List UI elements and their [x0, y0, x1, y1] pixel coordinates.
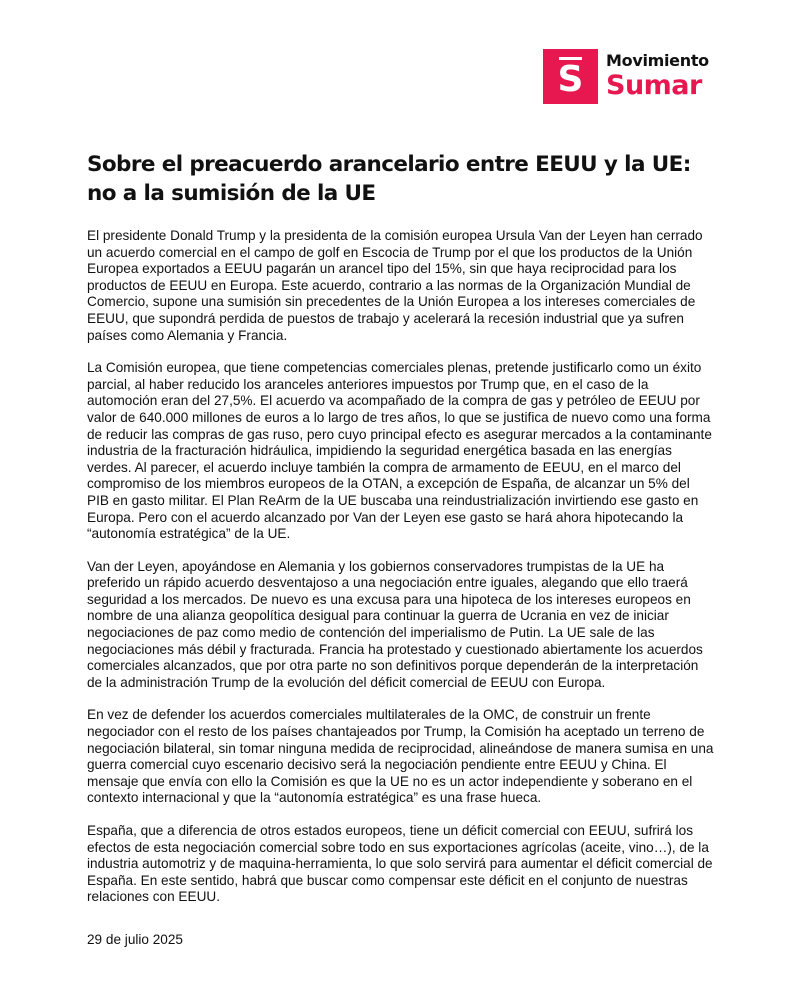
body-paragraph-5: España, que a diferencia de otros estados europeos, tiene un déficit comercial con EEUU, sufrirá los efectos de esta negociación comercial sobre todo en sus exportaciones agrícolas (aceite, vino…), de la industria automotriz y de maquina-herramienta, lo que solo servirá para aumentar el déficit comercial de España. En este sentido, habrá que buscar como compensar este déficit en el conjunto de nuestras relaciones con EEUU. — [87, 823, 713, 905]
document-title-line1: Sobre el preacuerdo arancelario entre EEUU y la UE: — [87, 152, 691, 177]
logo-wordmark-line1: Movimiento — [606, 51, 709, 70]
logo-mark — [543, 49, 598, 104]
movimiento-sumar-logo — [543, 48, 709, 104]
document-body — [87, 228, 715, 922]
logo-mark-bar — [559, 57, 582, 60]
logo-wordmark — [606, 51, 709, 101]
body-paragraph-4: En vez de defender los acuerdos comerciales multilaterales de la OMC, de construir un frente negociador con el resto de los países chantajeados por Trump, la Comisión ha aceptado un terreno de negociación bilateral, sin tomar ninguna medida de reciprocidad, alineándose de manera sumisa en una guerra comercial cuyo escenario decisivo será la negociación pendiente entre EEUU y China. El mensaje que envía con ello la Comisión es que la UE no es un actor independiente y soberano en el contexto internacional y que la “autonomía estratégica” es una frase hueca. — [87, 707, 714, 806]
logo-mark-letter: S — [557, 59, 584, 100]
body-paragraph-3: Van der Leyen, apoyándose en Alemania y los gobiernos conservadores trumpistas de la UE ha preferido un rápido acuerdo desventajoso a una negociación entre iguales, alegando que ello traerá seguridad a los mercados. De nuevo es una excusa para una hipoteca de los intereses europeos en nombre de una alianza geopolítica desigual para continuar la guerra de Ucrania en vez de iniciar negociaciones de paz como medio de contención del imperialismo de Putin. La UE sale de las negociaciones más débil y fracturada. Francia ha protestado y cuestionado abiertamente los acuerdos comerciales alcanzados, que por otra parte no son definitivos porque dependerán de la interpretación de la administración Trump de la evolución del déficit comercial de EEUU con Europa. — [87, 558, 703, 690]
document-title-line2: no a la sumisión de la UE — [87, 181, 376, 206]
logo-wordmark-line2: Sumar — [606, 70, 702, 101]
document-date: 29 de julio 2025 — [87, 932, 183, 947]
body-paragraph-2: La Comisión europea, que tiene competencias comerciales plenas, pretende justificarlo como un éxito parcial, al haber reducido los aranceles anteriores impuestos por Trump que, en el caso de la automoción eran del 27,5%. El acuerdo va acompañado de la compra de gas y petróleo de EEUU por valor de 640.000 millones de euros a lo largo de tres años, lo que se justifica de nuevo como una forma de reducir las compras de gas ruso, pero cuyo principal efecto es asegurar mercados a la contaminante industria de la fracturación hidráulica, impidiendo la seguridad energética basada en las energías verdes. Al parecer, el acuerdo incluye también la compra de armamento de EEUU, en el marco del compromiso de los miembros europeos de la OTAN, a excepción de España, de alcanzar un 5% del PIB en gasto militar. El Plan ReArm de la UE buscaba una reindustrialización invirtiendo ese gasto en Europa. Pero con el acuerdo alcanzado por Van der Leyen ese gasto se hará ahora hipotecando la “autonomía estratégica” de la UE. — [87, 360, 712, 542]
document-title — [87, 150, 727, 208]
body-paragraph-1: El presidente Donald Trump y la presidenta de la comisión europea Ursula Van der Leyen han cerrado un acuerdo comercial en el campo de golf en Escocia de Trump por el que los productos de la Unión Europea exportados a EEUU pagarán un arancel tipo del 15%, sin que haya reciprocidad para los productos de EEUU en Europa. Este acuerdo, contrario a las normas de la Organización Mundial de Comercio, supone una sumisión sin precedentes de la Unión Europea a los intereses comerciales de EEUU, que supondrá perdida de puestos de trabajo y acelerará la recesión industrial que ya sufren países como Alemania y Francia. — [87, 228, 703, 343]
